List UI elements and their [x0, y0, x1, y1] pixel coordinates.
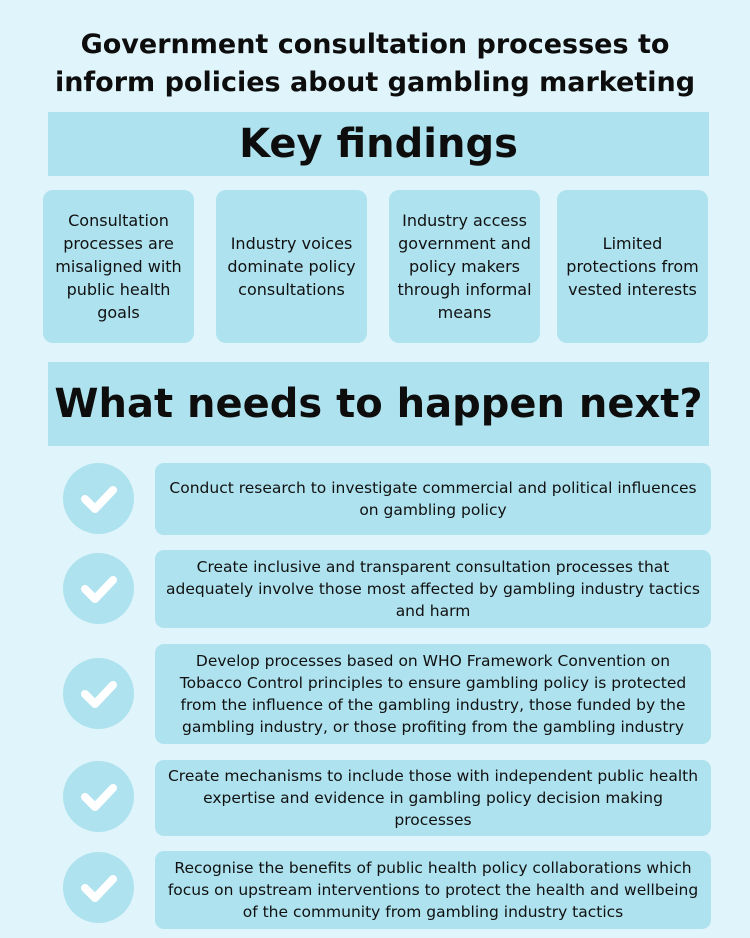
title-line-1: Government consultation processes to [80, 29, 670, 60]
title-line-2: inform policies about gambling marketing [54, 67, 696, 98]
action-text: Conduct research to investigate commercial and political influences on gambling policy [169, 479, 697, 519]
action-item [155, 760, 711, 836]
next-steps-heading: What needs to happen next? [48, 362, 709, 446]
finding-card [557, 190, 708, 343]
finding-card [43, 190, 194, 343]
check-icon [63, 658, 134, 729]
finding-text: Limited protections from vested interests [566, 234, 699, 299]
action-text: Create inclusive and transparent consultation processes that adequately involve those most affected by gambling industry tactics and harm [166, 558, 700, 620]
action-item [155, 851, 711, 929]
action-item [155, 550, 711, 628]
check-icon [63, 463, 134, 534]
action-item [155, 644, 711, 744]
check-icon [63, 553, 134, 624]
finding-text: Consultation processes are misaligned with public health goals [55, 211, 182, 322]
action-text: Recognise the benefits of public health policy collaborations which focus on upstream interventions to protect the health and wellbeing of the community from gambling industry tactics [167, 859, 699, 921]
finding-card [389, 190, 540, 343]
finding-text: Industry access government and policy makers through informal means [397, 211, 532, 322]
finding-text: Industry voices dominate policy consultations [227, 234, 356, 299]
action-item [155, 463, 711, 535]
finding-card [216, 190, 367, 343]
action-text: Create mechanisms to include those with independent public health expertise and evidence in gambling policy decision making processes [167, 767, 699, 829]
check-icon [63, 761, 134, 832]
key-findings-heading: Key findings [48, 112, 709, 176]
action-text: Develop processes based on WHO Framework Convention on Tobacco Control principles to ensure gambling policy is protected from the influence of the gambling industry, those funded by the gambling industry, or those profiting from the gambling industry [179, 652, 687, 736]
page-title [0, 26, 750, 102]
check-icon [63, 852, 134, 923]
